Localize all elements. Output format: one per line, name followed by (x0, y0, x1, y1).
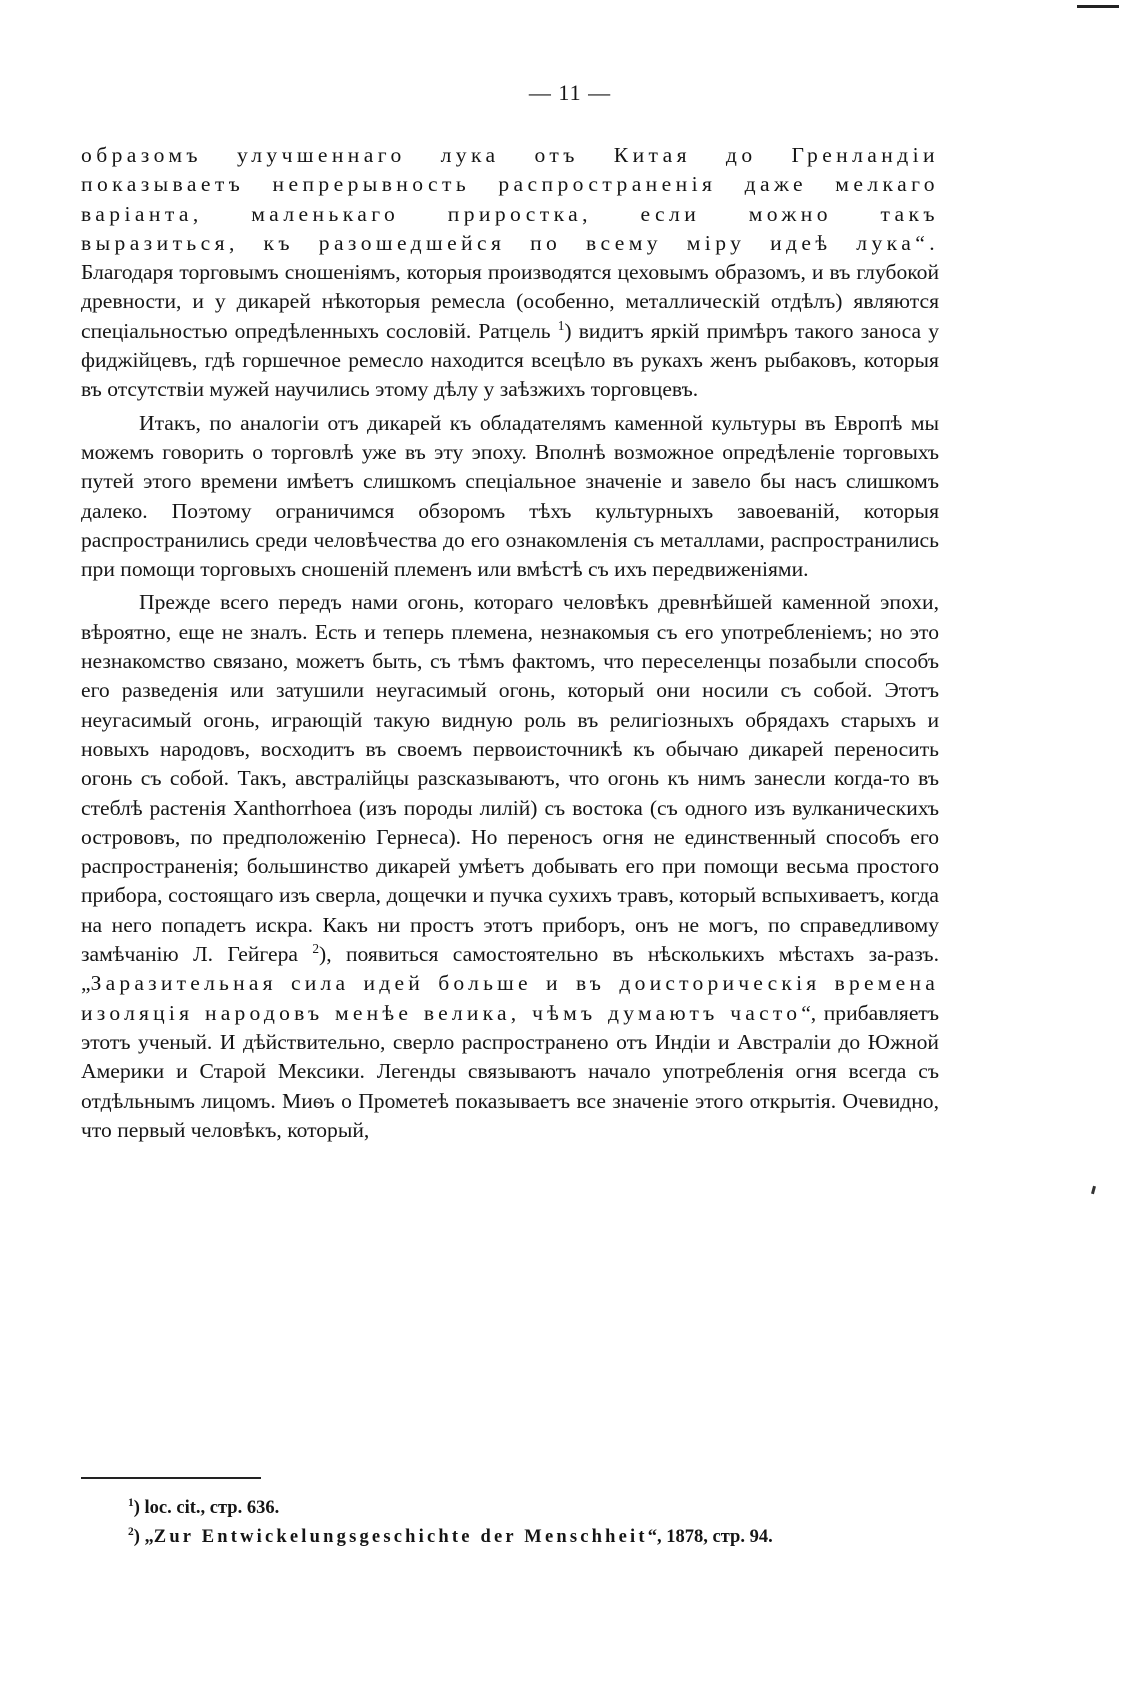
paragraph-text: Прежде всего передъ нами огонь, котораго человѣкъ древнѣйшей каменной эпохи, вѣроятно, еще не зналъ. Есть и теперь племена, незнакомыя съ его употребленіемъ; но это незнакомство связано, можетъ быть, съ тѣмъ фактомъ, что переселенцы позабыли способъ его разведенія или затушили неугасимый огонь, который они носили съ собой. Этотъ неугасимый огонь, играющій такую видную роль въ религіозныхъ обрядахъ старыхъ и новыхъ народовъ, восходитъ въ своемъ первоисточникѣ къ обычаю дикарей переносить огонь съ собой. Такъ, австралійцы разсказываютъ, что огонь къ нимъ занесли когда-то въ стеблѣ растенія Xanthorrhoea (изъ породы лилій) съ востока (съ одного изъ вулканическихъ острововъ, по предположенію Гернеса). Но переносъ огня не единственный способъ его распространенія; большинство дикарей умѣетъ добывать его при помощи весьма простого прибора, состоящаго изъ сверла, дощечки и пучка сухихъ травъ, который вспыхиваетъ, когда на него попадетъ искра. Какъ ни простъ этотъ приборъ, онъ не могъ, по справедливому замѣчанію Л. Гейгера (81, 590, 939, 967)
paragraph-text: ), появиться самостоятельно въ нѣсколькихъ мѣстахъ за-разъ. „ (81, 942, 939, 996)
footnote-marker: 2 (128, 1525, 134, 1538)
footnote-text: ) loc. cit., стр. 636. (133, 1498, 280, 1518)
footnote-marker: 1 (128, 1496, 134, 1509)
quoted-spaced-text: образомъ улучшеннаго лука отъ Китая до Гренландіи показываетъ непрерывность распространенія даже мелкаго варіанта, маленькаго приростка, если можно такъ выразиться, къ разошедшейся по всему міру идеѣ лука“. (81, 143, 939, 255)
quoted-spaced-text: Заразительная сила идей больше и въ доисторическія времена изоляція народовъ менѣе велика, чѣмъ думаютъ часто (81, 971, 939, 1025)
page-number: — 11 — (528, 80, 612, 105)
footnote-2 (128, 1523, 958, 1552)
paragraph-1 (81, 141, 939, 405)
main-text (81, 141, 939, 1145)
footnote-text: “, 1878, стр. 94. (647, 1527, 773, 1547)
footnote-text: ) „ (133, 1527, 154, 1547)
paragraph-text: ) видитъ яркій примѣръ такого заноса у фиджійцевъ, гдѣ горшечное ремесло находится всецѣло въ рукахъ женъ рыбаковъ, которыя въ отсутствіи мужей научились этому дѣлу у заѣзжихъ торговцевъ. (81, 318, 939, 402)
footnote-1 (128, 1494, 958, 1523)
paragraph-2: Итакъ, по аналогіи отъ дикарей къ обладателямъ каменной культуры въ Европѣ мы можемъ говорить о торговлѣ уже въ эту эпоху. Вполнѣ возможное опредѣленіе торговыхъ путей этого времени имѣетъ слишкомъ спеціальное значеніе и завело бы насъ слишкомъ далеко. Поэтому ограничимся обзоромъ тѣхъ культурныхъ завоеваній, которыя распространились среди человѣчества до его ознакомленія съ металлами, распространились при помощи торговыхъ сношеній племенъ или вмѣстѣ съ ихъ передвиженіями. (81, 410, 939, 582)
paragraph-text: Благодаря торговымъ сношеніямъ, которыя производятся цеховымъ образомъ, и въ глубокой древности, и у дикарей нѣкоторыя ремесла (особенно, металлическій отдѣлъ) являются спеціальностью опредѣленныхъ сословій. Ратцель (81, 260, 939, 343)
footnotes (128, 1494, 958, 1552)
footnote-rule (81, 1477, 261, 1479)
footnote-spaced-title: Zur Entwickelungsgeschichte der Menschheit (153, 1527, 648, 1547)
paragraph-text: “, прибавляетъ этотъ ученый. И дѣйствительно, сверло распространено отъ Индіи и Австраліи до Южной Америки и Старой Мексики. Легенды связываютъ начало употребленія огня всегда съ отдѣльнымъ лицомъ. Миѳъ о Прометеѣ показываетъ все значеніе этого открытія. Очевидно, что первый человѣкъ, который, (81, 1000, 940, 1142)
corner-rule-mark (1077, 5, 1119, 8)
stray-ink-mark (1091, 1186, 1096, 1195)
footnote-ref-2: 2 (312, 940, 320, 956)
footnote-ref-1: 1 (557, 317, 565, 333)
paragraph-3 (81, 588, 939, 1145)
